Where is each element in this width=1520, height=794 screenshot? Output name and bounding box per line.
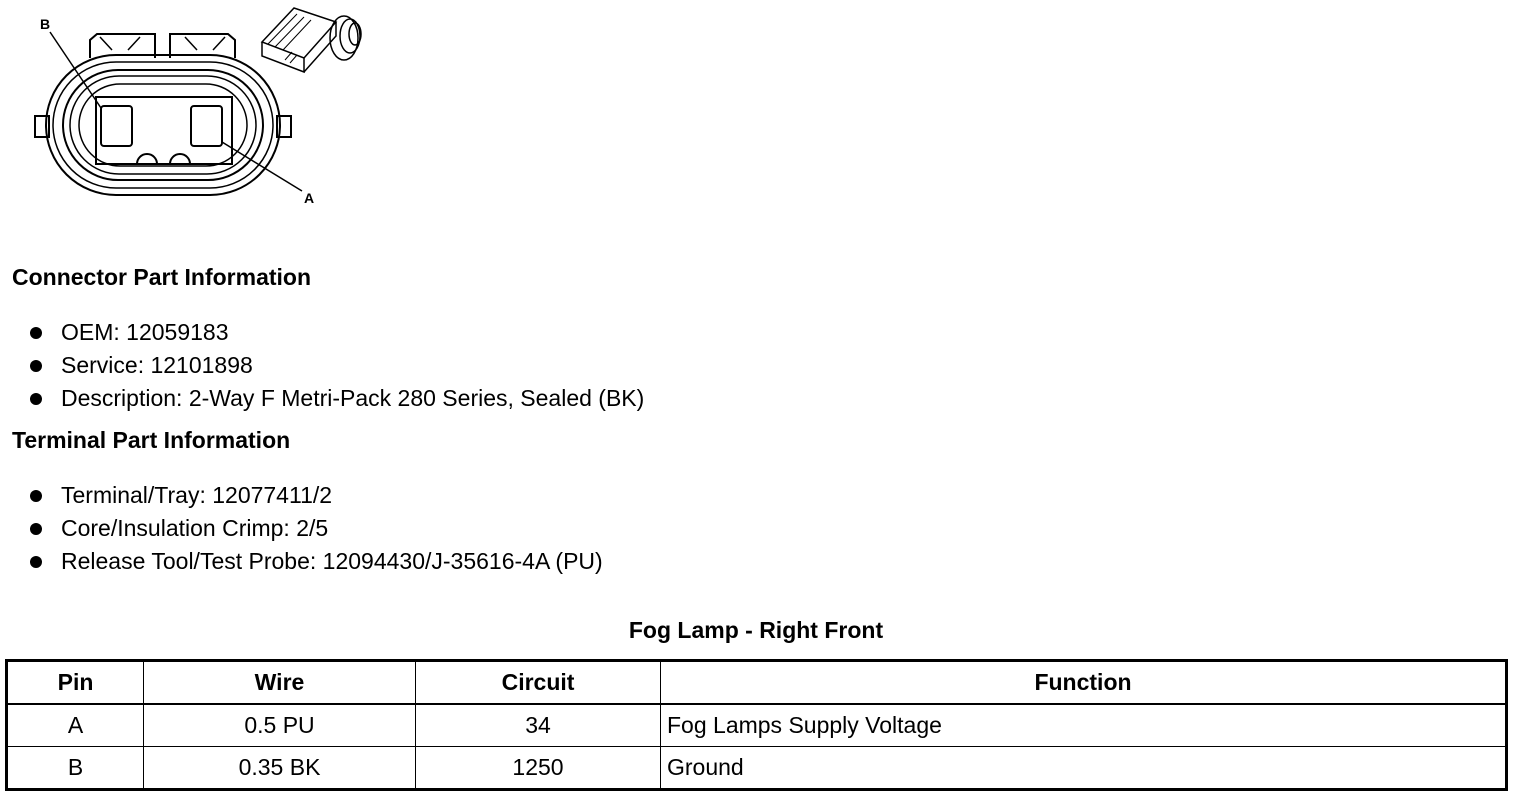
bullet-icon bbox=[30, 523, 42, 535]
list-item bbox=[0, 479, 603, 512]
connector-service: Service: 12101898 bbox=[61, 352, 253, 378]
cell-pin: B bbox=[7, 747, 144, 790]
connector-info-list bbox=[0, 316, 644, 415]
table-row bbox=[7, 704, 1507, 747]
list-item bbox=[0, 545, 603, 578]
list-item bbox=[0, 512, 603, 545]
pin-table-title: Fog Lamp - Right Front bbox=[628, 617, 884, 643]
bullet-icon bbox=[30, 327, 42, 339]
pin-label-a: A bbox=[304, 190, 315, 206]
list-item bbox=[0, 349, 644, 382]
terminal-cavity-b bbox=[101, 106, 132, 146]
header-function: Function bbox=[661, 661, 1507, 705]
cell-circuit: 34 bbox=[416, 704, 661, 747]
header-wire: Wire bbox=[144, 661, 416, 705]
terminal-cavity-a bbox=[191, 106, 222, 146]
list-item bbox=[0, 382, 644, 415]
bullet-icon bbox=[30, 393, 42, 405]
cell-pin: A bbox=[7, 704, 144, 747]
table-row bbox=[7, 747, 1507, 790]
connector-3d-icon bbox=[262, 8, 361, 72]
bullet-icon bbox=[30, 360, 42, 372]
connector-oem: OEM: 12059183 bbox=[61, 319, 229, 345]
pin-table bbox=[5, 659, 1508, 791]
cell-wire: 0.35 BK bbox=[144, 747, 416, 790]
cell-function: Fog Lamps Supply Voltage bbox=[661, 704, 1507, 747]
cell-circuit: 1250 bbox=[416, 747, 661, 790]
bullet-icon bbox=[30, 556, 42, 568]
header-pin: Pin bbox=[7, 661, 144, 705]
table-header-row bbox=[7, 661, 1507, 705]
terminal-tray: Terminal/Tray: 12077411/2 bbox=[61, 482, 333, 508]
terminal-crimp: Core/Insulation Crimp: 2/5 bbox=[61, 515, 329, 541]
terminal-release-tool: Release Tool/Test Probe: 12094430/J-35616-4A (PU) bbox=[61, 548, 603, 574]
connector-diagram bbox=[0, 0, 380, 215]
header-circuit: Circuit bbox=[416, 661, 661, 705]
pin-label-b: B bbox=[40, 16, 51, 32]
cell-wire: 0.5 PU bbox=[144, 704, 416, 747]
cell-function: Ground bbox=[661, 747, 1507, 790]
connector-info-heading: Connector Part Information bbox=[12, 264, 312, 290]
bullet-icon bbox=[30, 490, 42, 502]
connector-description: Description: 2-Way F Metri-Pack 280 Series, Sealed (BK) bbox=[61, 385, 645, 411]
terminal-info-heading: Terminal Part Information bbox=[12, 427, 291, 453]
terminal-info-list bbox=[0, 479, 603, 578]
list-item bbox=[0, 316, 644, 349]
